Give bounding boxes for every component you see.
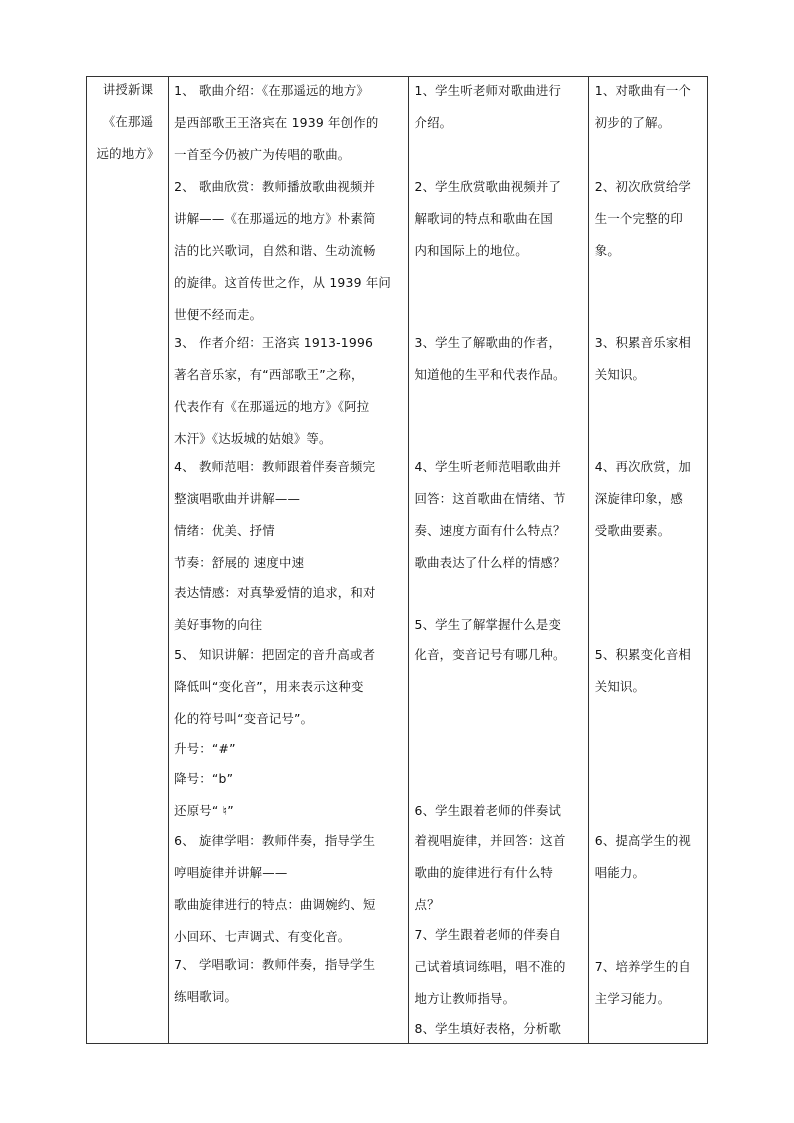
teacher-activity-line: 练唱歌词。: [174, 989, 238, 1004]
student-activity-cell: [408, 77, 588, 1044]
student-activity-line: 1、学生听老师对歌曲进行: [414, 83, 562, 98]
teacher-activity-line: 表达情感：对真挚爱情的追求，和对: [174, 585, 376, 600]
student-activity-line: 内和国际上的地位。: [414, 243, 528, 258]
lesson-plan-table: [86, 76, 708, 1044]
teacher-activity-line: 7、 学唱歌词：教师伴奏，指导学生: [174, 957, 376, 972]
design-intent-line: 唱能力。: [594, 865, 646, 880]
student-activity-line: 地方让教师指导。: [414, 991, 516, 1006]
teacher-activity-cell: [169, 77, 408, 1044]
teacher-activity-line: 还原号“ ♮”: [174, 803, 234, 818]
teacher-activity-line: 4、 教师范唱：教师跟着伴奏音频完: [174, 459, 376, 474]
student-activity-line: 5、学生了解掌握什么是变: [414, 617, 562, 632]
design-intent-line: 关知识。: [594, 367, 646, 382]
student-activity-line: 奏、速度方面有什么特点？: [414, 523, 566, 538]
design-intent-line: 关知识。: [594, 679, 646, 694]
student-activity-line: 点？: [414, 897, 440, 912]
teacher-activity-line: 代表作有《在那遥远的地方》《阿拉: [174, 399, 370, 414]
section-label-line: 远的地方》: [96, 146, 160, 161]
design-intent-line: 主学习能力。: [594, 991, 671, 1006]
teacher-activity-line: 哼唱旋律并讲解——: [174, 865, 288, 880]
teacher-activity-line: 讲解——《在那遥远的地方》朴素简: [174, 211, 376, 226]
teacher-activity-line: 美好事物的向往: [174, 617, 263, 632]
student-activity-line: 己试着填词练唱，唱不准的: [414, 959, 566, 974]
teacher-activity-line: 6、 旋律学唱：教师伴奏，指导学生: [174, 833, 376, 848]
teacher-activity-line: 降号：“b”: [174, 771, 234, 786]
teacher-activity-line: 1、 歌曲介绍：《在那遥远的地方》: [174, 83, 370, 98]
design-intent-line: 6、提高学生的视: [594, 833, 691, 848]
design-intent-line: 生一个完整的印: [594, 211, 683, 226]
teacher-activity-line: 3、 作者介绍：王洛宾 1913-1996: [174, 335, 374, 350]
student-activity-line: 知道他的生平和代表作品。: [414, 367, 566, 382]
table-row: [87, 77, 708, 1044]
teacher-activity-line: 整演唱歌曲并讲解——: [174, 491, 301, 506]
teacher-activity-line: 洁的比兴歌词，自然和谐、生动流畅: [174, 243, 376, 258]
teacher-activity-line: 歌曲旋律进行的特点：曲调婉约、短: [174, 897, 376, 912]
design-intent-line: 3、积累音乐家相: [594, 335, 691, 350]
design-intent-line: 5、积累变化音相: [594, 647, 691, 662]
teacher-activity-line: 一首至今仍被广为传唱的歌曲。: [174, 147, 351, 162]
student-activity-line: 介绍。: [414, 115, 453, 130]
design-intent-line: 4、再次欣赏，加: [594, 459, 691, 474]
design-intent-line: 7、培养学生的自: [594, 959, 691, 974]
student-activity-line: 7、学生跟着老师的伴奏自: [414, 927, 562, 942]
design-intent-line: 初步的了解。: [594, 115, 671, 130]
student-activity-line: 2、学生欣赏歌曲视频并了: [414, 179, 562, 194]
student-activity-line: 解歌词的特点和歌曲在国: [414, 211, 553, 226]
design-intent-line: 受歌曲要素。: [594, 523, 671, 538]
section-label-line: 讲授新课: [102, 82, 154, 97]
student-activity-line: 化音，变音记号有哪几种。: [414, 647, 566, 662]
student-activity-line: 着视唱旋律，并回答：这首: [414, 833, 566, 848]
section-cell: [87, 77, 169, 1044]
teacher-activity-line: 化的符号叫“变音记号”。: [174, 711, 314, 726]
section-label-line: 《在那遥: [102, 114, 154, 129]
teacher-activity-line: 木汗》《达坂城的姑娘》等。: [174, 431, 332, 446]
teacher-activity-line: 5、 知识讲解：把固定的音升高或者: [174, 647, 376, 662]
design-intent-cell: [588, 77, 707, 1044]
student-activity-line: 歌曲的旋律进行有什么特: [414, 865, 553, 880]
teacher-activity-line: 著名音乐家，有“西部歌王”之称，: [174, 367, 364, 382]
student-activity-line: 3、学生了解歌曲的作者，: [414, 335, 562, 350]
design-intent-line: 1、对歌曲有一个: [594, 83, 691, 98]
teacher-activity-line: 2、 歌曲欣赏：教师播放歌曲视频并: [174, 179, 376, 194]
student-activity-line: 歌曲表达了什么样的情感？: [414, 555, 566, 570]
teacher-activity-line: 世便不经而走。: [174, 307, 263, 322]
design-intent-line: 2、初次欣赏给学: [594, 179, 691, 194]
teacher-activity-line: 节奏：舒展的 速度中速: [174, 555, 305, 570]
teacher-activity-line: 升号：“#”: [174, 741, 236, 756]
teacher-activity-line: 小回环、七声调式、有变化音。: [174, 929, 351, 944]
student-activity-line: 8、学生填好表格，分析歌: [414, 1021, 562, 1036]
teacher-activity-line: 降低叫“变化音”，用来表示这种变: [174, 679, 364, 694]
design-intent-line: 深旋律印象，感: [594, 491, 683, 506]
student-activity-line: 回答：这首歌曲在情绪、节: [414, 491, 566, 506]
student-activity-line: 4、学生听老师范唱歌曲并: [414, 459, 562, 474]
design-intent-line: 象。: [594, 243, 620, 258]
teacher-activity-line: 情绪：优美、抒情: [174, 523, 275, 538]
student-activity-line: 6、学生跟着老师的伴奏试: [414, 803, 562, 818]
teacher-activity-line: 的旋律。这首传世之作，从 1939 年问: [174, 275, 392, 290]
teacher-activity-line: 是西部歌王王洛宾在 1939 年创作的: [174, 115, 379, 130]
